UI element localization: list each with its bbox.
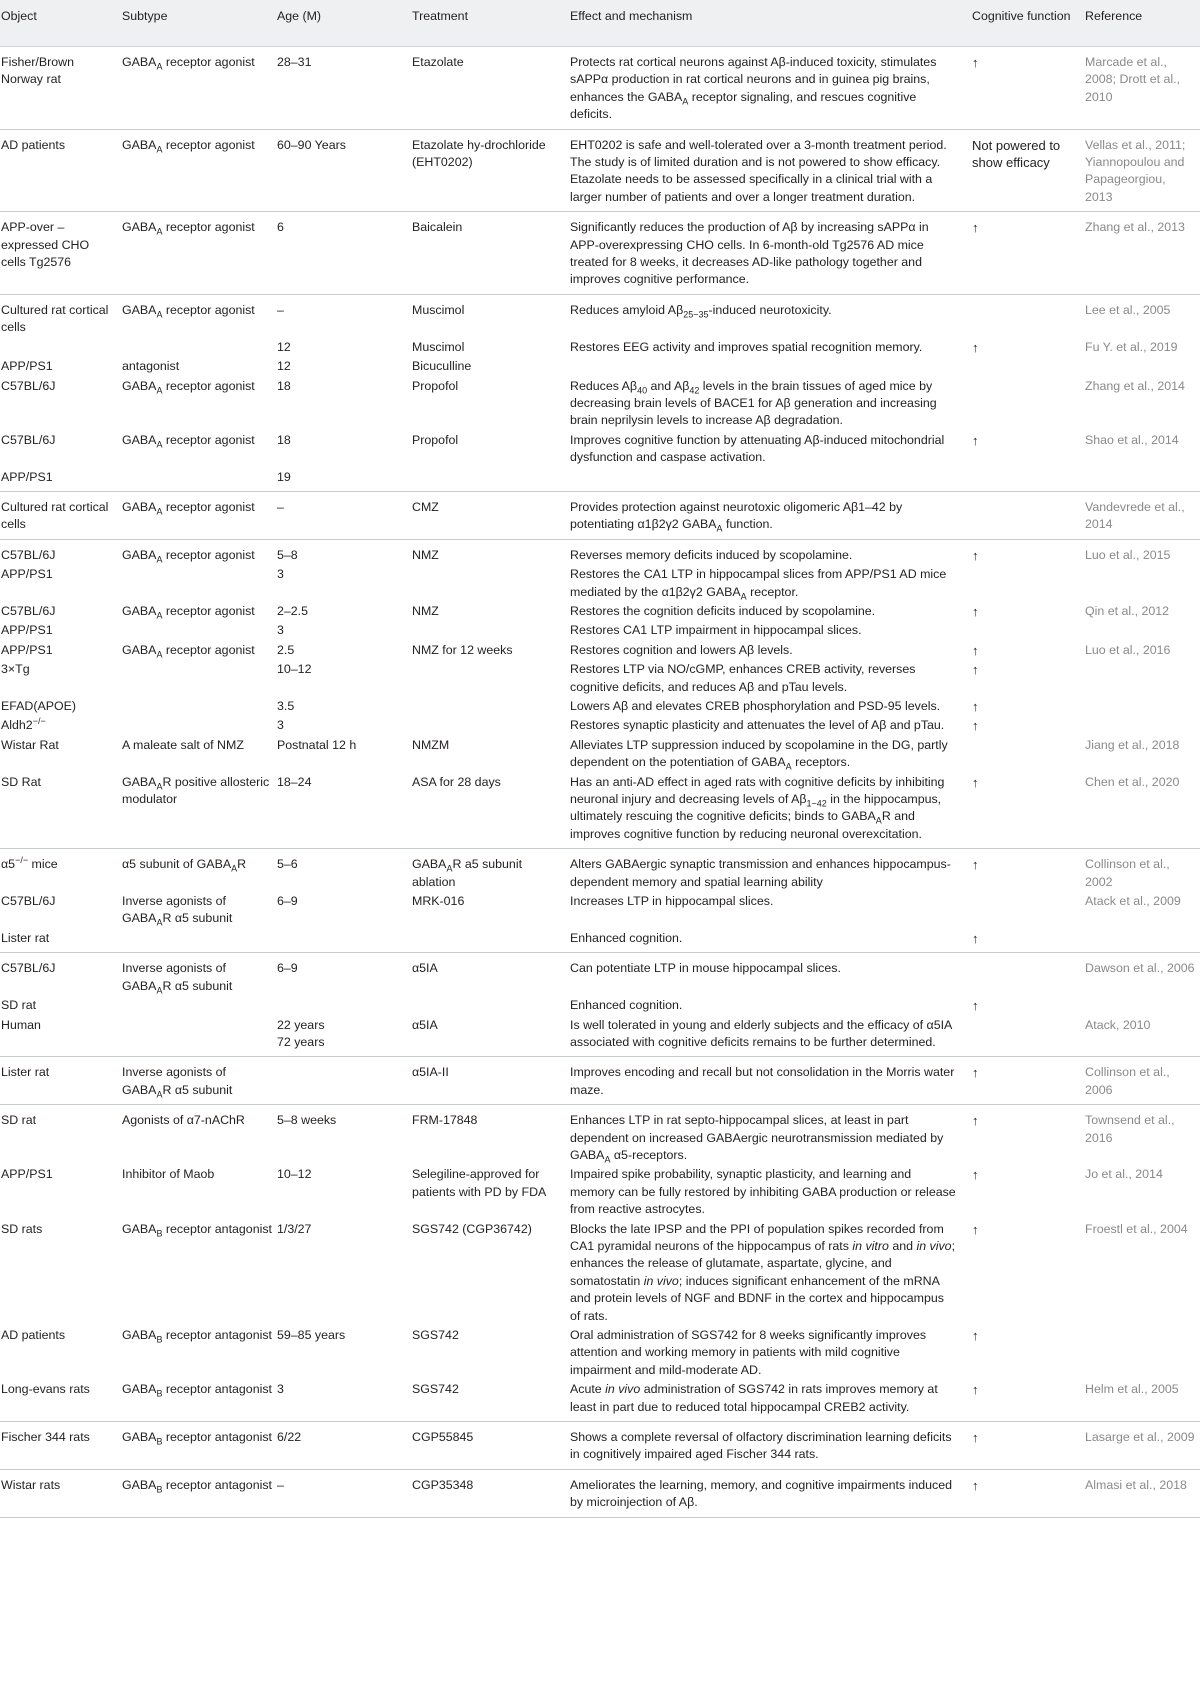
cell-subtype: Inhibitor of Maob <box>122 1167 215 1182</box>
cell-age: 6 <box>277 220 284 235</box>
cell-treatment: CGP35348 <box>412 1477 474 1492</box>
cell-treatment: ASA for 28 days <box>412 774 501 789</box>
cell-cognitive-function <box>971 294 1084 336</box>
cell-cognitive-function: ↑ <box>972 930 979 946</box>
cell-age: 2.5 <box>277 642 295 657</box>
cell-treatment: Baicalein <box>412 220 463 235</box>
cell-reference: Dawson et al., 2006 <box>1085 961 1195 976</box>
cell-object: Wistar rats <box>1 1477 61 1492</box>
cell-object: Aldh2−/− <box>1 716 46 733</box>
cell-object: Lister rat <box>1 930 50 945</box>
cell-effect: Restores CA1 LTP impairment in hippocampal slices. <box>570 623 862 638</box>
cell-cognitive-function <box>971 376 1084 430</box>
cell-effect: Acute in vivo administration of SGS742 in rats improves memory at least in part due to reduced total hippocampal CREB2 activity. <box>570 1382 938 1414</box>
header-subtype: Subtype <box>122 9 168 23</box>
cell-subtype <box>121 659 276 696</box>
header-age: Age (M) <box>277 9 322 23</box>
table-row <box>0 849 1200 891</box>
cell-effect: Enhanced cognition. <box>570 930 683 945</box>
cell-effect: Lowers Aβ and elevates CREB phosphorylation and PSD-95 levels. <box>570 699 941 713</box>
cell-effect: Reduces amyloid $A\beta_{25-35}$-induced neurotoxicity. <box>570 302 832 320</box>
table-row <box>0 696 1200 715</box>
cell-subtype <box>121 620 276 639</box>
cell-age: 18–24 <box>277 774 312 789</box>
cell-cognitive-function: ↑ <box>972 432 979 448</box>
cell-subtype: $GABA_A$ receptor agonist <box>122 378 255 395</box>
cell-age: 12 <box>277 359 291 374</box>
cell-cognitive-function <box>971 356 1084 375</box>
cell-cognitive-function: ↑ <box>972 1065 979 1081</box>
cell-effect: Alters GABAergic synaptic transmission and enhances hippocampus-dependent memory and spatial learning ability <box>570 857 951 889</box>
table-row <box>0 337 1200 356</box>
table-row <box>0 294 1200 336</box>
cell-age: 5–8 weeks <box>277 1113 337 1128</box>
cell-reference: Shao et al., 2014 <box>1085 432 1179 447</box>
table-row <box>0 1325 1200 1379</box>
cell-reference: Marcade et al., 2008; Drott et al., 2010 <box>1085 55 1181 104</box>
cell-object: Wistar Rat <box>1 737 59 752</box>
cell-subtype: $GABA_B$ receptor antagonist <box>122 1430 272 1447</box>
cell-treatment: $GABA_AR$ a5 subunit ablation <box>412 857 523 889</box>
cell-object: APP/PS1 <box>1 1167 53 1182</box>
cell-effect: Ameliorates the learning, memory, and cognitive impairments induced by microinjection of Aβ. <box>570 1477 952 1510</box>
cell-age <box>276 1057 411 1105</box>
table-row <box>0 47 1200 130</box>
cell-treatment: CGP55845 <box>412 1430 474 1445</box>
cell-subtype: $GABA_A$ receptor agonist <box>122 499 255 517</box>
cell-object: Lister rat <box>1 1065 50 1080</box>
cell-treatment: SGS742 <box>412 1328 459 1342</box>
cell-effect: Restores EEG activity and improves spatial recognition memory. <box>570 339 923 354</box>
cell-cognitive-function: ↑ <box>972 1328 979 1343</box>
table-row <box>0 1379 1200 1421</box>
cell-object: α5−/− mice <box>1 855 58 872</box>
cell-subtype <box>121 564 276 601</box>
cell-object: C57BL/6J <box>1 547 56 562</box>
cell-cognitive-function <box>971 891 1084 928</box>
cell-cognitive-function: Not powered to show efficacy <box>972 137 1061 171</box>
table-row <box>0 1469 1200 1517</box>
cell-age: – <box>277 499 284 514</box>
table-row <box>0 129 1200 212</box>
table-row <box>0 1105 1200 1165</box>
cell-age <box>276 928 411 953</box>
cell-cognitive-function <box>971 620 1084 639</box>
cell-cognitive-function: ↑ <box>972 1477 979 1493</box>
cell-subtype <box>121 995 276 1014</box>
cell-subtype: $GABA_A$ receptor agonist <box>122 137 255 155</box>
header-reference: Reference <box>1085 9 1143 23</box>
cell-age: 60–90 Years <box>277 137 346 152</box>
cell-reference: Jiang et al., 2018 <box>1085 737 1180 752</box>
cell-reference: Zhang et al., 2014 <box>1085 378 1185 393</box>
cell-effect: Is well tolerated in young and elderly subjects and the efficacy of α5IA associated with cognitive deficits remains to be further determined. <box>570 1017 952 1049</box>
cell-subtype: Inverse agonists of $GABA_AR$ α5 subunit <box>122 961 233 996</box>
cell-treatment: Propofol <box>412 432 459 447</box>
cell-reference <box>1084 659 1200 696</box>
cell-object: APP/PS1 <box>1 469 53 484</box>
cell-treatment: Muscimol <box>412 302 465 317</box>
cell-age: Postnatal 12 h <box>277 737 357 752</box>
cell-age: 3 <box>277 623 284 638</box>
cell-effect: Oral administration of SGS742 for 8 weeks significantly improves attention and working memory in patients with mild cognitive impairment and mild-moderate AD. <box>570 1328 927 1377</box>
cell-age: – <box>277 1477 284 1492</box>
table-row <box>0 356 1200 375</box>
table-row <box>0 1057 1200 1105</box>
cell-reference: Townsend et al., 2016 <box>1085 1113 1175 1145</box>
table-row <box>0 1164 1200 1218</box>
cell-effect <box>569 356 971 375</box>
table-row <box>0 772 1200 849</box>
header-object: Object <box>1 9 37 23</box>
table-row <box>0 1219 1200 1325</box>
cell-age: 19 <box>277 469 291 484</box>
cell-object: C57BL/6J <box>1 378 56 393</box>
cell-object: C57BL/6J <box>1 961 56 976</box>
cell-cognitive-function: ↑ <box>972 774 979 790</box>
cell-subtype <box>121 696 276 715</box>
cell-reference: Lee et al., 2005 <box>1085 302 1171 317</box>
cell-treatment: Selegiline-approved for patients with PD by FDA <box>412 1167 547 1199</box>
cell-reference <box>1084 696 1200 715</box>
cell-object: Fischer 344 rats <box>1 1430 90 1445</box>
cell-reference: Collinson et al., 2002 <box>1085 857 1170 889</box>
cell-treatment: α5IA-II <box>412 1065 449 1080</box>
cell-object: APP/PS1 <box>1 359 53 374</box>
cell-treatment <box>411 696 569 715</box>
cell-object: SD rat <box>1 998 37 1013</box>
cell-reference <box>1084 928 1200 953</box>
cell-reference: Collinson et al., 2006 <box>1085 1065 1170 1097</box>
cell-cognitive-function <box>971 953 1084 995</box>
cell-subtype: antagonist <box>122 359 180 374</box>
cell-cognitive-function: ↑ <box>972 1221 979 1237</box>
cell-effect: Can potentiate LTP in mouse hippocampal slices. <box>570 961 841 976</box>
cell-cognitive-function <box>971 467 1084 492</box>
cell-effect: Restores synaptic plasticity and attenuates the level of Aβ and pTau. <box>570 718 945 733</box>
cell-age <box>276 995 411 1014</box>
cell-subtype: $GABA_B$ receptor antagonist <box>122 1477 272 1495</box>
table-row <box>0 735 1200 772</box>
cell-treatment: SGS742 (CGP36742) <box>412 1221 532 1236</box>
cell-subtype: $GABA_A$ receptor agonist <box>122 642 255 660</box>
cell-reference: Luo et al., 2016 <box>1085 642 1171 657</box>
cell-subtype: $GABA_B$ receptor antagonist <box>122 1382 272 1399</box>
cell-subtype: $GABA_A$ receptor agonist <box>122 432 255 450</box>
cell-treatment: Bicuculline <box>412 359 472 374</box>
cell-reference: Jo et al., 2014 <box>1085 1167 1163 1182</box>
table-row <box>0 376 1200 430</box>
cell-cognitive-function: ↑ <box>972 1430 979 1446</box>
cell-treatment <box>411 564 569 601</box>
cell-subtype: Inverse agonists of $GABA_AR$ α5 subunit <box>122 1065 233 1100</box>
cell-reference <box>1084 564 1200 601</box>
cell-object: C57BL/6J <box>1 603 56 618</box>
cell-effect: Protects rat cortical neurons against Aβ-induced toxicity, stimulates sAPPα production in rat cortical neurons and in guinea pig brains, enhances the $GABA_A$ receptor signaling, and rescues cognitive deficits. <box>570 55 937 122</box>
cell-treatment: Muscimol <box>412 339 465 354</box>
cell-subtype: $GABA_A$ receptor agonist <box>122 547 255 565</box>
cell-age: 3 <box>277 718 284 733</box>
table-row <box>0 620 1200 639</box>
cell-reference <box>1084 467 1200 492</box>
cell-object: C57BL/6J <box>1 432 56 447</box>
cell-subtype <box>121 1015 276 1057</box>
cell-subtype: α5 subunit of $GABA_AR$ <box>122 857 247 874</box>
cell-object: EFAD(APOE) <box>1 699 77 713</box>
cell-cognitive-function <box>971 735 1084 772</box>
cell-treatment: MRK-016 <box>412 894 465 909</box>
cell-treatment <box>411 715 569 734</box>
table-row <box>0 891 1200 928</box>
cell-reference: Atack, 2010 <box>1085 1017 1151 1032</box>
table-header <box>0 0 1200 47</box>
cell-reference: Froestl et al., 2004 <box>1085 1221 1188 1236</box>
table-row <box>0 953 1200 995</box>
table-row <box>0 212 1200 295</box>
cell-object: APP/PS1 <box>1 567 53 582</box>
cell-age: 59–85 years <box>277 1328 346 1342</box>
cell-subtype <box>121 467 276 492</box>
cell-reference <box>1084 620 1200 639</box>
cell-object: C57BL/6J <box>1 894 56 909</box>
cell-age: 3.5 <box>277 699 295 713</box>
cell-treatment <box>411 995 569 1014</box>
cell-effect: Enhanced cognition. <box>570 998 683 1013</box>
cell-cognitive-function: ↑ <box>972 1167 979 1183</box>
header-cognitive-function: Cognitive function <box>972 9 1071 23</box>
cell-effect: Blocks the late IPSP and the PPI of population spikes recorded from CA1 pyramidal neurons of the hippocampus of rats in vitro and in vivo; enhances the release of glutamate, aspartate, glycine, and somatostatin in vivo; induces significant enhancement of the mRNA and protein levels of NGF and BDNF in the cortex and hippocampus of rats. <box>570 1221 956 1323</box>
table-row <box>0 928 1200 953</box>
cell-cognitive-function <box>971 1015 1084 1057</box>
cell-age: 5–6 <box>277 857 298 872</box>
cell-age: 12 <box>277 339 291 354</box>
cell-reference <box>1084 995 1200 1014</box>
cell-reference <box>1084 1325 1200 1379</box>
cell-subtype: A maleate salt of NMZ <box>122 737 244 752</box>
cell-treatment: α5IA <box>412 1017 438 1032</box>
cell-treatment: NMZ <box>412 603 439 618</box>
cell-age: 22 years 72 years <box>277 1017 325 1049</box>
cell-object: 3×Tg <box>1 662 30 677</box>
cell-treatment: NMZ for 12 weeks <box>412 642 513 657</box>
cell-treatment: Etazolate hy-drochloride (EHT0202) <box>412 137 546 170</box>
cell-treatment: Propofol <box>412 378 459 393</box>
cell-treatment <box>411 659 569 696</box>
cell-treatment: α5IA <box>412 961 438 976</box>
cell-treatment: FRM-17848 <box>412 1113 478 1128</box>
cell-treatment: CMZ <box>412 499 439 514</box>
cell-effect: Significantly reduces the production of Aβ by increasing sAPPα in APP-overexpressing CHO cells. In 6-month-old Tg2576 AD mice treated for 8 weeks, it decreases AD-like pathology together and improves cognitive performance. <box>570 220 929 287</box>
cell-subtype: $GABA_A$ receptor agonist <box>122 302 255 320</box>
table-row <box>0 640 1200 659</box>
cell-cognitive-function <box>971 564 1084 601</box>
cell-object: Cultured rat cortical cells <box>1 302 109 335</box>
cell-object: APP-over – expressed CHO cells Tg2576 <box>1 220 90 270</box>
cell-effect: Restores cognition and lowers Aβ levels. <box>570 642 793 657</box>
cell-subtype: $GABA_A$ receptor agonist <box>122 55 255 72</box>
cell-age: 2–2.5 <box>277 603 309 618</box>
cell-treatment: Etazolate <box>412 55 464 69</box>
table-row <box>0 715 1200 734</box>
cell-reference: Helm et al., 2005 <box>1085 1382 1179 1397</box>
cell-effect: EHT0202 is safe and well-tolerated over a 3-month treatment period. The study is of limited duration and is not powered to show efficacy. Etazolate needs to be assessed specifically in a clinical trial with a larger number of patients and over a longer treatment duration. <box>570 137 947 204</box>
cell-reference <box>1084 715 1200 734</box>
table-body <box>0 47 1200 1518</box>
table-row <box>0 1422 1200 1470</box>
table-row <box>0 995 1200 1014</box>
header-effect: Effect and mechanism <box>570 9 693 23</box>
cell-reference: Atack et al., 2009 <box>1085 894 1181 909</box>
cell-cognitive-function: ↑ <box>972 718 979 734</box>
header-treatment: Treatment <box>412 9 469 23</box>
cell-cognitive-function: ↑ <box>972 603 979 619</box>
cell-cognitive-function: ↑ <box>972 1113 979 1129</box>
cell-cognitive-function: ↑ <box>972 998 979 1014</box>
cell-treatment <box>411 467 569 492</box>
cell-object: SD rat <box>1 1113 37 1128</box>
table-row <box>0 467 1200 492</box>
cell-age: 6/22 <box>277 1430 302 1445</box>
cell-object: Fisher/Brown Norway rat <box>1 55 74 87</box>
cell-age: 1/3/27 <box>277 1221 312 1236</box>
cell-effect: Reverses memory deficits induced by scopolamine. <box>570 547 853 562</box>
cell-age: 3 <box>277 1382 284 1397</box>
cell-object: Long-evans rats <box>1 1382 90 1397</box>
cell-reference: Lasarge et al., 2009 <box>1085 1430 1195 1445</box>
cell-age: 10–12 <box>277 1167 312 1182</box>
cell-age: 5–8 <box>277 547 298 562</box>
cell-reference: Almasi et al., 2018 <box>1085 1477 1187 1492</box>
cell-cognitive-function <box>971 491 1084 539</box>
cell-subtype: Agonists of α7-nAChR <box>122 1113 245 1128</box>
table-row <box>0 564 1200 601</box>
cell-age: 6–9 <box>277 961 298 976</box>
cell-subtype: $GABA_A$ receptor agonist <box>122 603 255 621</box>
cell-effect: Restores LTP via NO/cGMP, enhances CREB activity, reverses cognitive deficits, and reduces Aβ and pTau levels. <box>570 662 916 694</box>
cell-reference: Fu Y. et al., 2019 <box>1085 339 1178 354</box>
cell-object: Cultured rat cortical cells <box>1 499 109 532</box>
cell-object: AD patients <box>1 137 66 152</box>
table-row <box>0 601 1200 620</box>
table-row <box>0 430 1200 467</box>
cell-effect: Restores the cognition deficits induced by scopolamine. <box>570 603 876 618</box>
cell-effect: Improves cognitive function by attenuating Aβ-induced mitochondrial dysfunction and caspase activation. <box>570 432 945 465</box>
table-row <box>0 491 1200 539</box>
table-row <box>0 1015 1200 1057</box>
cell-cognitive-function: ↑ <box>972 642 979 658</box>
cell-subtype <box>121 715 276 734</box>
cell-object: Human <box>1 1017 41 1032</box>
cell-subtype: Inverse agonists of $GABA_AR$ α5 subunit <box>122 894 233 928</box>
cell-object <box>0 337 121 356</box>
table-row <box>0 659 1200 696</box>
cell-effect: Reduces $A\beta_{40}$ and $A\beta_{42}$ levels in the brain tissues of aged mice by decreasing brain levels of BACE1 for Aβ generation and increasing brain neprilysin levels to increase Aβ degradation. <box>570 378 937 428</box>
cell-cognitive-function: ↑ <box>972 857 979 873</box>
cell-reference: Zhang et al., 2013 <box>1085 220 1185 235</box>
cell-reference: Vandevrede et al., 2014 <box>1085 499 1185 532</box>
cell-age: 28–31 <box>277 55 312 69</box>
cell-effect: Impaired spike probability, synaptic plasticity, and learning and memory can be fully restored by inhibiting GABA production or release from reactive astrocytes. <box>570 1167 956 1217</box>
cell-reference: Qin et al., 2012 <box>1085 603 1170 618</box>
cell-subtype: $GABA_AR$ positive allosteric modulator <box>122 774 270 807</box>
table-row <box>0 539 1200 564</box>
cell-effect: Enhances LTP in rat septo-hippocampal slices, at least in part dependent on increased GABAergic neurotransmission mediated by $GABA_A$ α5-receptors. <box>570 1113 944 1165</box>
cell-treatment <box>411 620 569 639</box>
cell-treatment: NMZM <box>412 737 450 752</box>
cell-object: SD Rat <box>1 774 41 789</box>
cell-subtype: $GABA_A$ receptor agonist <box>122 220 255 237</box>
cell-object: SD rats <box>1 1221 43 1236</box>
cell-effect: Improves encoding and recall but not consolidation in the Morris water maze. <box>570 1065 955 1097</box>
cell-treatment: SGS742 <box>412 1382 459 1397</box>
cell-cognitive-function: ↑ <box>972 547 979 563</box>
cell-subtype <box>121 928 276 953</box>
cell-effect: Shows a complete reversal of olfactory discrimination learning deficits in cognitively impaired aged Fischer 344 rats. <box>570 1430 952 1462</box>
cell-cognitive-function: ↑ <box>972 339 979 355</box>
cell-subtype: $GABA_B$ receptor antagonist <box>122 1221 272 1239</box>
cell-reference: Vellas et al., 2011; Yiannopoulou and Papageorgiou, 2013 <box>1085 137 1186 204</box>
cell-reference <box>1084 356 1200 375</box>
cell-age: 18 <box>277 432 291 447</box>
cell-effect: Increases LTP in hippocampal slices. <box>570 894 774 909</box>
cell-object: APP/PS1 <box>1 642 53 657</box>
cell-subtype: $GABA_B$ receptor antagonist <box>122 1328 272 1345</box>
cell-cognitive-function: ↑ <box>972 55 979 70</box>
cell-treatment <box>411 928 569 953</box>
cell-effect: Alleviates LTP suppression induced by scopolamine in the DG, partly dependent on the potentiation of $GABA_A$ receptors. <box>570 737 948 772</box>
cell-object: APP/PS1 <box>1 623 53 638</box>
cell-cognitive-function: ↑ <box>972 220 979 236</box>
cell-age: 6–9 <box>277 894 298 909</box>
cell-effect <box>569 467 971 492</box>
cell-age: 10–12 <box>277 662 312 677</box>
cell-cognitive-function: ↑ <box>972 699 979 714</box>
cell-cognitive-function: ↑ <box>972 1382 979 1398</box>
header-row <box>0 0 1200 47</box>
cell-effect: Restores the CA1 LTP in hippocampal slices from APP/PS1 AD mice mediated by the α1β2γ2 $GABA_A$ receptor. <box>570 567 947 602</box>
cell-effect: Provides protection against neurotoxic oligomeric Aβ1–42 by potentiating α1β2γ2 $GABA_A$ function. <box>570 499 903 534</box>
cell-reference: Luo et al., 2015 <box>1085 547 1171 562</box>
cell-subtype <box>121 337 276 356</box>
cell-treatment: NMZ <box>412 547 439 562</box>
cell-age: – <box>277 302 284 317</box>
cell-effect: Has an anti-AD effect in aged rats with cognitive deficits by inhibiting neuronal injury and decreasing levels of $A\beta_{1-42}$ in the hippocampus, ultimately rescuing the cognitive deficits; binds to $GABA_AR$ and improves cognitive function by reducing neuronal overexcitation. <box>570 774 945 841</box>
cell-cognitive-function: ↑ <box>972 662 979 678</box>
cell-reference: Chen et al., 2020 <box>1085 774 1180 789</box>
cell-age: 18 <box>277 378 291 393</box>
cell-age: 3 <box>277 567 284 582</box>
cell-object: AD patients <box>1 1328 66 1342</box>
